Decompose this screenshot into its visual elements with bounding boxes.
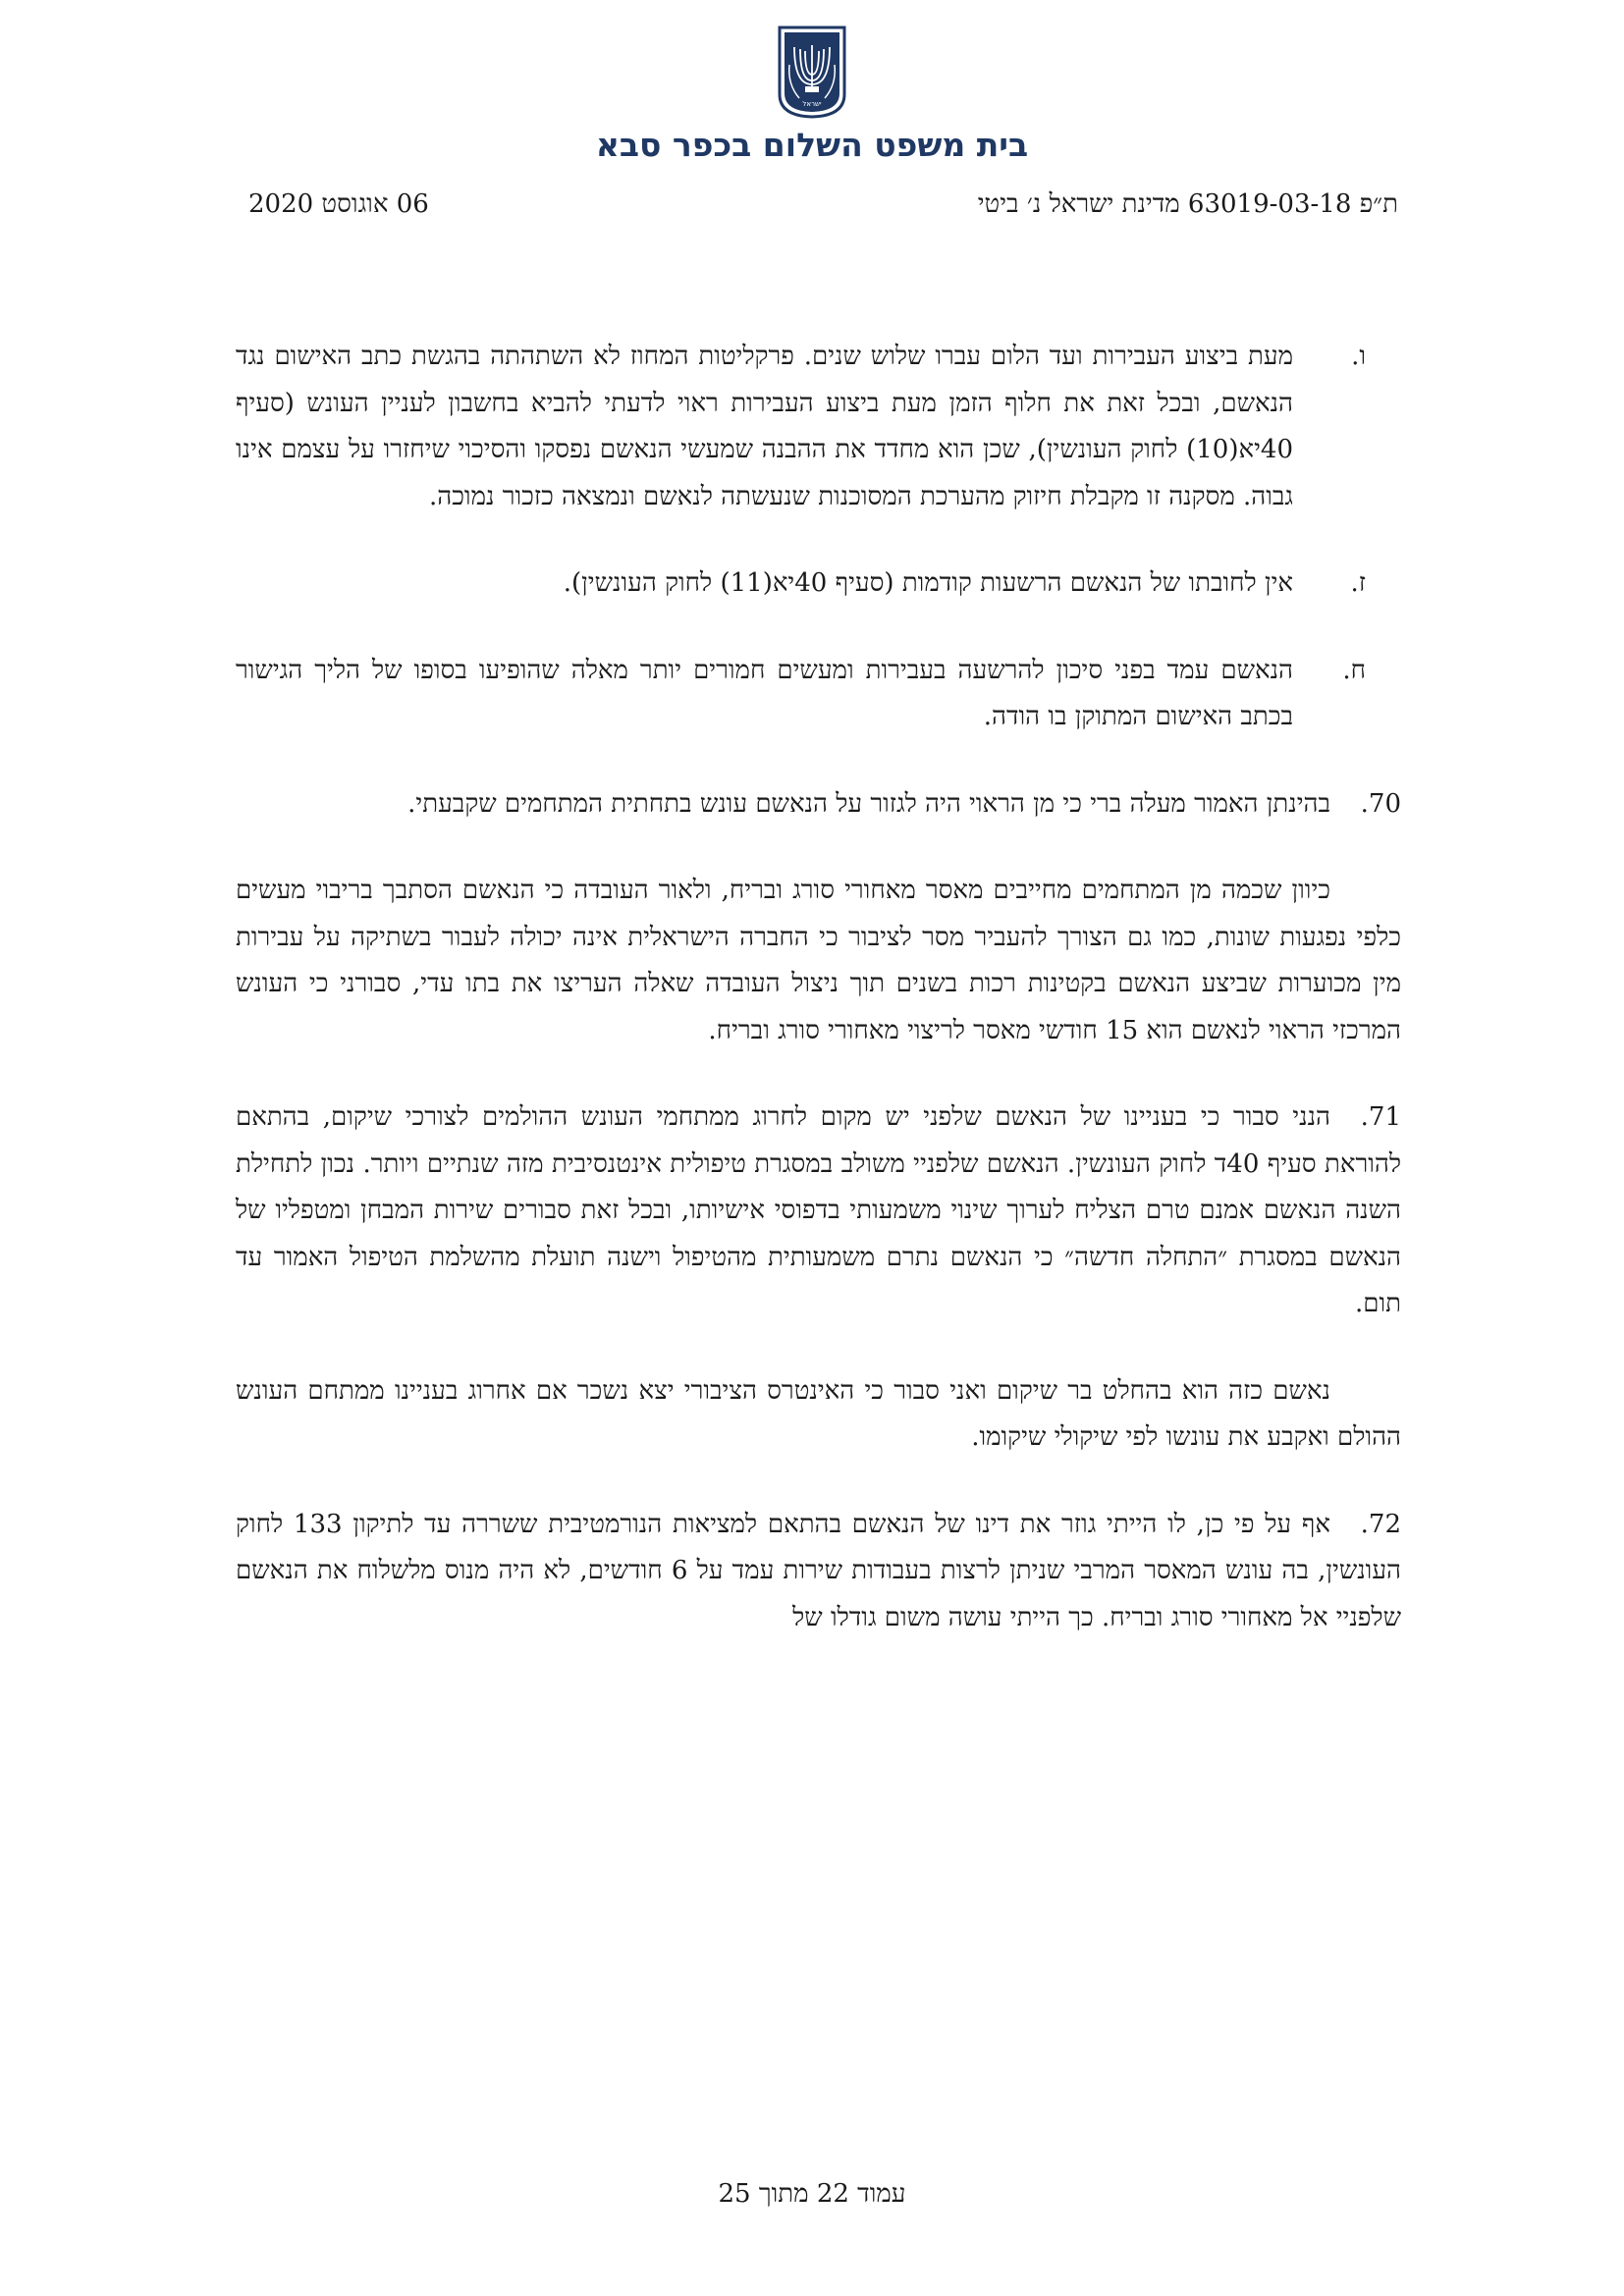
- sub-item-text: אין לחובתו של הנאשם הרשעות קודמות (סעיף 40יא(11) לחוק העונשין).: [563, 568, 1293, 598]
- case-id: ת״פ 63019-03-18 מדינת ישראל נ׳ ביטי: [977, 189, 1398, 219]
- paragraph-text: הנני סבור כי בעניינו של הנאשם שלפני יש מקום לחרוג ממתחמי העונש ההולמים לצורכי שיקום, בהתאם להוראת סעיף 40ד לחוק העונשין. הנאשם שלפניי משולב במסגרת טיפולית אינטנסיבית מזה שנתיים ויותר. נכון לתחילת השנה הנאשם אמנם טרם הצליח לערוך שינוי משמעותי בדפוסי אישיותו, ובכל זאת סבורים שירות המבחן ומטפליו של הנאשם במסגרת ״התחלה חדשה״ כי הנאשם נתרם משמעותית מהטיפול וישנה תועלת מהשלמת הטיפול האמור עד תום.: [236, 1102, 1401, 1318]
- paragraph-number: 72.: [1360, 1509, 1401, 1539]
- sub-item-marker: ז.: [1350, 568, 1366, 598]
- svg-text:ישראל: ישראל: [802, 100, 822, 108]
- sub-item-text: מעת ביצוע העבירות ועד הלום עברו שלוש שנים. פרקליטות המחוז לא השתהתה בהגשת כתב האישום נגד הנאשם, ובכל זאת את חלוף הזמן מעת ביצוע העבירות ראוי לדעתי להביא בחשבון לעניין העונש (סעיף 40יא(10) לחוק העונשין), שכן הוא מחדד את ההבנה שמעשי הנאשם נפסקו והסיכוי שיחזרו על עצמם אינו גבוה. מסקנה זו מקבלת חיזוק מהערכת המסוכנות שנעשתה לנאשם ונמצאה כזכור נמוכה.: [236, 342, 1293, 511]
- paragraph-text: בהינתן האמור מעלה ברי כי מן הראוי היה לגזור על הנאשם עונש בתחתית המתחמים שקבעתי.: [407, 788, 1330, 819]
- court-name: בית משפט השלום בכפר סבא: [595, 126, 1029, 164]
- paragraph-70-continuation: כיוון שכמה מן המתחמים מחייבים מאסר מאחורי סורג ובריח, ולאור העובדה כי הנאשם הסתבך בריבוי מעשים כלפי נפגעות שונות, כמו גם הצורך להעביר מסר לציבור כי החברה הישראלית אינה יכולה לעבור בשתיקה על עבירות מין מכוערות שביצע הנאשם בקטינות רכות בשנים תוך ניצול העובדה שאלה העריצו את בתו עדי, סבורני כי העונש המרכזי הראוי לנאשם הוא 15 חודשי מאסר לריצוי מאחורי סורג ובריח.: [236, 876, 1401, 1045]
- paragraph-text: אף על פי כן, לו הייתי גוזר את דינו של הנאשם בהתאם למציאות הנורמטיבית ששררה עד לתיקון 133 לחוק העונשין, בה עונש המאסר המרבי שניתן לרצות בעבודות שירות עמד על 6 חודשים, לא היה מנוס מלשלוח את הנאשם שלפניי אל מאחורי סורג ובריח. כך הייתי עושה משום גודלו של: [236, 1509, 1402, 1632]
- paragraph-71: [236, 1095, 1401, 1328]
- sub-item-text: הנאשם עמד בפני סיכון להרשעה בעבירות ומעשים חמורים יותר מאלה שהופיעו בסופו של הליך הגישור בכתב האישום המתוקן בו הודה.: [236, 655, 1293, 731]
- sub-item-marker: ח.: [1342, 655, 1366, 685]
- paragraph-72: [236, 1502, 1401, 1642]
- paragraph-70: [236, 781, 1401, 828]
- paragraph-number: 70.: [1360, 788, 1401, 819]
- state-emblem-icon: [778, 26, 846, 119]
- sub-item-het: [236, 648, 1401, 741]
- document-date: 06 אוגוסט 2020: [248, 189, 429, 219]
- sub-item-vav: [236, 334, 1401, 520]
- document-body: [236, 334, 1401, 1682]
- sub-item-zayin: [236, 561, 1401, 608]
- sub-item-marker: ו.: [1351, 342, 1366, 371]
- page-number: עמוד 22 מתוך 25: [718, 2179, 906, 2209]
- paragraph-number: 71.: [1360, 1102, 1401, 1132]
- paragraph-71-continuation: נאשם כזה הוא בהחלט בר שיקום ואני סבור כי האינטרס הציבורי יצא נשכר אם אחרוג בעניינו ממתחם העונש ההולם ואקבע את עונשו לפי שיקולי שיקומו.: [236, 1375, 1401, 1452]
